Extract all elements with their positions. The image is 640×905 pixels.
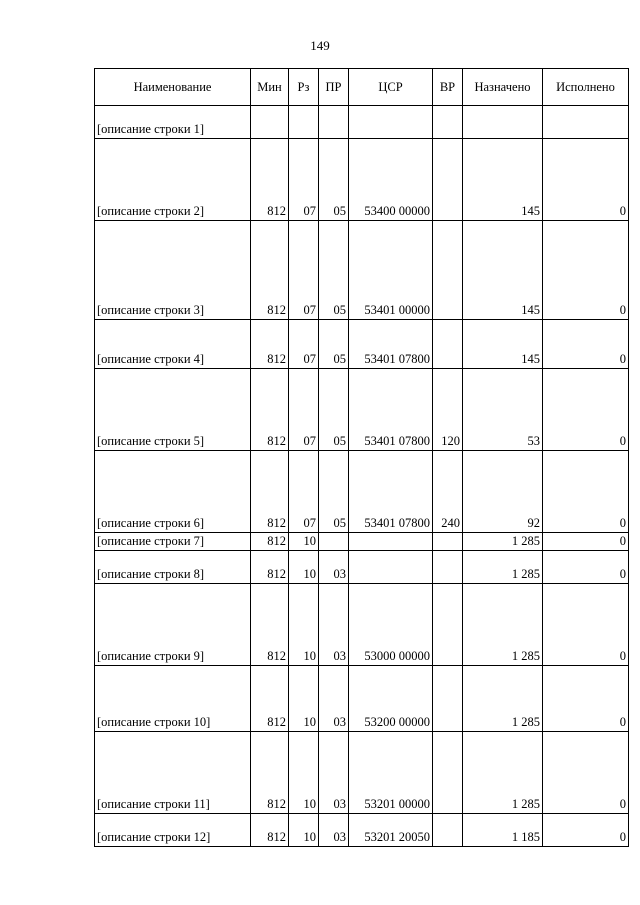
cell-rz: 10 [289, 584, 319, 666]
cell-min: 812 [251, 451, 289, 533]
cell-rz [289, 106, 319, 139]
cell-vr [433, 106, 463, 139]
cell-csr [349, 106, 433, 139]
cell-min: 812 [251, 551, 289, 584]
table-row [95, 451, 629, 533]
cell-name: [описание строки 3] [95, 221, 251, 320]
header-vr: ВР [433, 69, 463, 106]
header-csr: ЦСР [349, 69, 433, 106]
cell-vr: 120 [433, 369, 463, 451]
cell-done [543, 106, 629, 139]
cell-min: 812 [251, 369, 289, 451]
cell-done: 0 [543, 533, 629, 551]
cell-csr: 53401 00000 [349, 221, 433, 320]
cell-assigned: 1 285 [463, 533, 543, 551]
cell-min [251, 106, 289, 139]
cell-min: 812 [251, 533, 289, 551]
cell-csr: 53401 07800 [349, 451, 433, 533]
cell-pr [319, 533, 349, 551]
cell-min: 812 [251, 666, 289, 732]
cell-name: [описание строки 5] [95, 369, 251, 451]
cell-vr [433, 139, 463, 221]
cell-rz: 07 [289, 451, 319, 533]
cell-assigned: 1 285 [463, 551, 543, 584]
table-row [95, 139, 629, 221]
cell-min: 812 [251, 732, 289, 814]
cell-min: 812 [251, 584, 289, 666]
cell-done: 0 [543, 451, 629, 533]
cell-csr: 53401 07800 [349, 320, 433, 369]
header-done: Исполнено [543, 69, 629, 106]
cell-name: [описание строки 12] [95, 814, 251, 847]
cell-vr [433, 320, 463, 369]
cell-vr [433, 584, 463, 666]
table-row [95, 584, 629, 666]
cell-rz: 10 [289, 814, 319, 847]
cell-csr: 53401 07800 [349, 369, 433, 451]
table-row [95, 221, 629, 320]
cell-pr: 05 [319, 221, 349, 320]
cell-rz: 07 [289, 221, 319, 320]
table-body [95, 106, 629, 847]
cell-vr [433, 666, 463, 732]
page-number: 149 [310, 38, 330, 53]
cell-rz: 10 [289, 533, 319, 551]
cell-rz: 07 [289, 139, 319, 221]
cell-pr [319, 106, 349, 139]
budget-table [94, 68, 629, 847]
cell-done: 0 [543, 666, 629, 732]
cell-vr [433, 732, 463, 814]
cell-pr: 03 [319, 584, 349, 666]
cell-pr: 05 [319, 320, 349, 369]
table-row [95, 814, 629, 847]
cell-pr: 05 [319, 139, 349, 221]
cell-done: 0 [543, 814, 629, 847]
cell-assigned: 1 285 [463, 584, 543, 666]
cell-name: [описание строки 4] [95, 320, 251, 369]
cell-rz: 07 [289, 369, 319, 451]
cell-assigned [463, 106, 543, 139]
cell-done: 0 [543, 551, 629, 584]
cell-rz: 10 [289, 732, 319, 814]
cell-vr [433, 551, 463, 584]
cell-vr: 240 [433, 451, 463, 533]
cell-done: 0 [543, 584, 629, 666]
cell-csr: 53400 00000 [349, 139, 433, 221]
cell-assigned: 53 [463, 369, 543, 451]
header-rz: Рз [289, 69, 319, 106]
cell-rz: 07 [289, 320, 319, 369]
table-row [95, 666, 629, 732]
cell-assigned: 145 [463, 320, 543, 369]
table-row [95, 369, 629, 451]
cell-done: 0 [543, 221, 629, 320]
header-min: Мин [251, 69, 289, 106]
cell-assigned: 1 285 [463, 666, 543, 732]
table-header-row [95, 69, 629, 106]
cell-csr: 53201 00000 [349, 732, 433, 814]
cell-vr [433, 221, 463, 320]
cell-name: [описание строки 9] [95, 584, 251, 666]
cell-done: 0 [543, 732, 629, 814]
header-pr: ПР [319, 69, 349, 106]
cell-rz: 10 [289, 551, 319, 584]
cell-name: [описание строки 7] [95, 533, 251, 551]
cell-min: 812 [251, 320, 289, 369]
cell-vr [433, 533, 463, 551]
table-row [95, 320, 629, 369]
cell-assigned: 1 285 [463, 732, 543, 814]
cell-csr [349, 551, 433, 584]
cell-pr: 05 [319, 369, 349, 451]
cell-name: [описание строки 11] [95, 732, 251, 814]
cell-pr: 03 [319, 732, 349, 814]
cell-assigned: 145 [463, 139, 543, 221]
cell-name: [описание строки 1] [95, 106, 251, 139]
table-row [95, 732, 629, 814]
table-row [95, 106, 629, 139]
cell-done: 0 [543, 369, 629, 451]
cell-assigned: 1 185 [463, 814, 543, 847]
cell-csr: 53201 20050 [349, 814, 433, 847]
cell-csr: 53200 00000 [349, 666, 433, 732]
cell-pr: 03 [319, 551, 349, 584]
cell-min: 812 [251, 139, 289, 221]
cell-min: 812 [251, 221, 289, 320]
header-assigned: Назначено [463, 69, 543, 106]
cell-name: [описание строки 6] [95, 451, 251, 533]
cell-name: [описание строки 10] [95, 666, 251, 732]
cell-csr: 53000 00000 [349, 584, 433, 666]
cell-done: 0 [543, 320, 629, 369]
cell-csr [349, 533, 433, 551]
cell-pr: 05 [319, 451, 349, 533]
cell-pr: 03 [319, 814, 349, 847]
cell-done: 0 [543, 139, 629, 221]
cell-rz: 10 [289, 666, 319, 732]
cell-name: [описание строки 8] [95, 551, 251, 584]
cell-pr: 03 [319, 666, 349, 732]
table-row [95, 551, 629, 584]
table-row [95, 533, 629, 551]
cell-vr [433, 814, 463, 847]
cell-assigned: 92 [463, 451, 543, 533]
cell-min: 812 [251, 814, 289, 847]
header-name: Наименование [95, 69, 251, 106]
cell-assigned: 145 [463, 221, 543, 320]
cell-name: [описание строки 2] [95, 139, 251, 221]
